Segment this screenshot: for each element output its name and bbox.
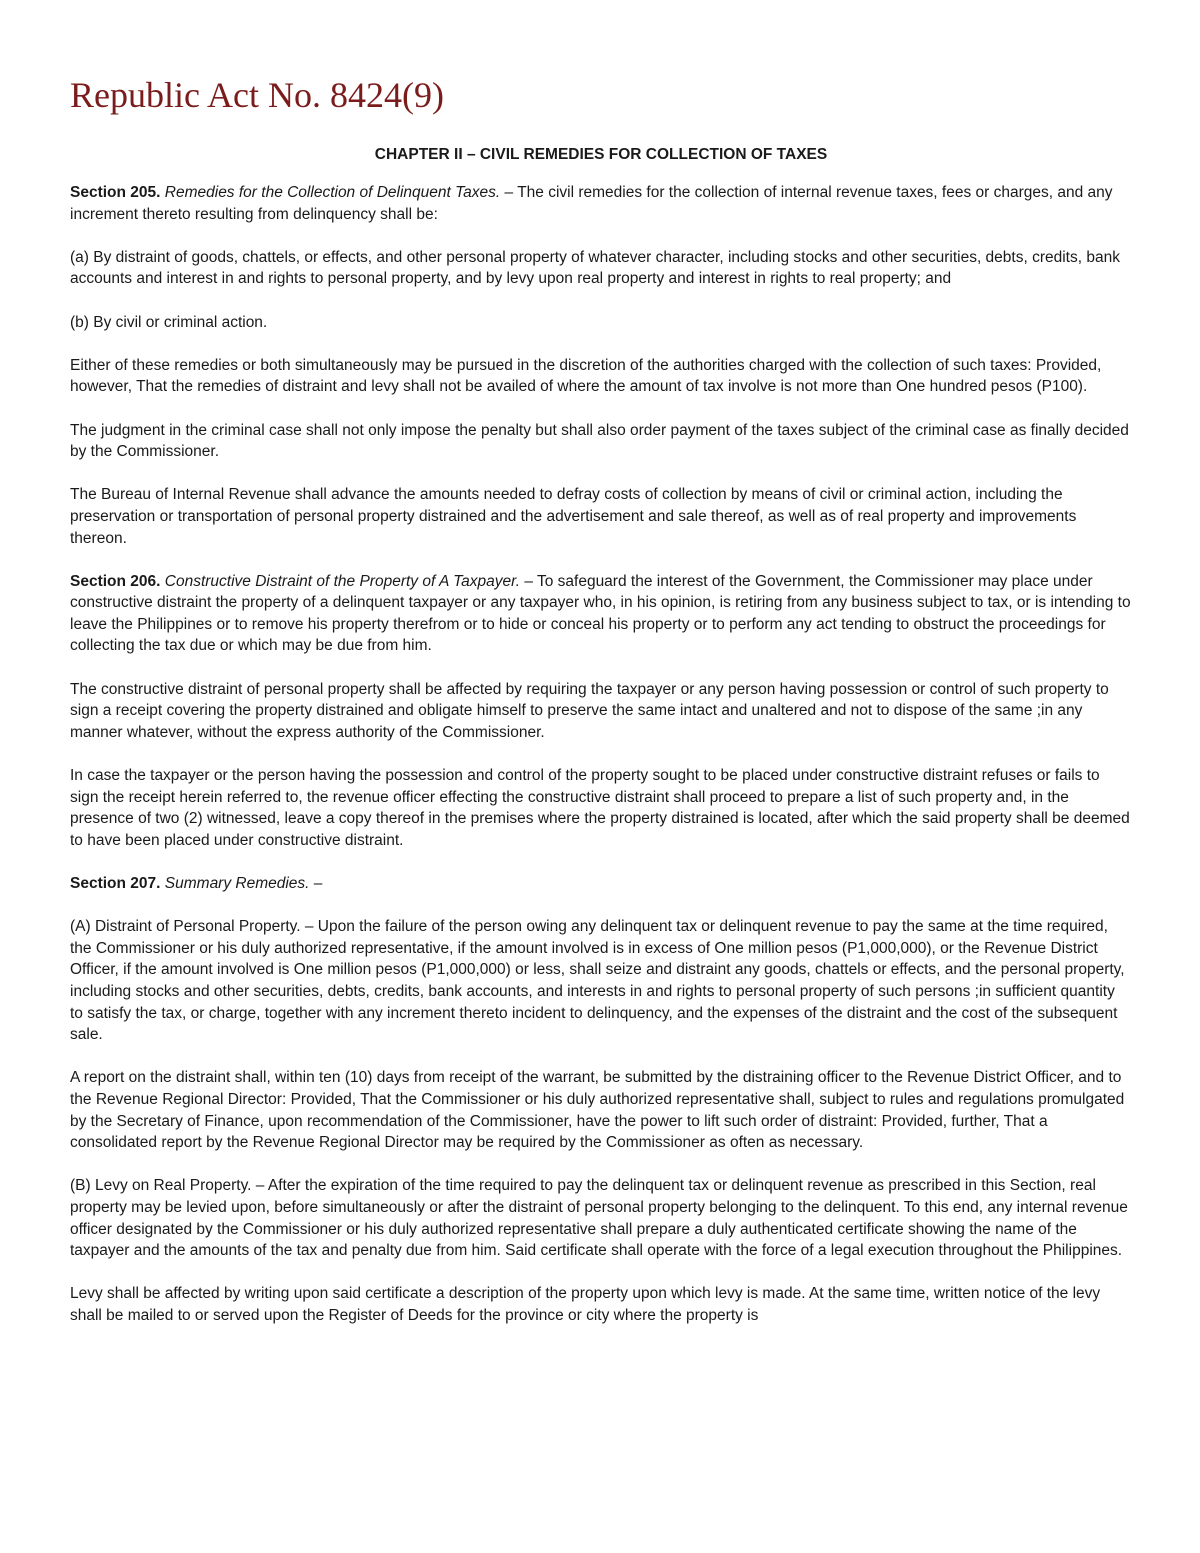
paragraph-text: (b) By civil or criminal action. [70, 313, 268, 331]
paragraph-text: The judgment in the criminal case shall not only impose the penalty but shall also order payment of the taxes subject of the criminal case as finally decided by the Commissioner. [70, 421, 1129, 461]
paragraph-text: (a) By distraint of goods, chattels, or effects, and other personal property of whatever character, including stocks and other securities, debts, credits, bank accounts and interest in and rights to personal property, and by levy upon real property and interest in rights to real property; and [70, 248, 1120, 288]
paragraph [70, 571, 1132, 657]
paragraph [70, 1067, 1132, 1153]
chapter-heading: CHAPTER II – CIVIL REMEDIES FOR COLLECTION OF TAXES [374, 146, 828, 163]
paragraph-text: – [309, 875, 323, 892]
section-number: Section 206. [70, 572, 161, 590]
document-body [70, 182, 1132, 1326]
paragraph [70, 420, 1132, 463]
document-title: Republic Act No. 8424(9) [70, 75, 444, 115]
paragraph [70, 873, 1132, 895]
section-title: Summary Remedies. [164, 875, 310, 892]
paragraph-text: – To safeguard the interest of the Government, the Commissioner may place under constructive distraint the property of a delinquent taxpayer or any taxpayer who, in his opinion, is retiring from any business subject to tax, or is intending to leave the Philippines or to remove his property therefrom or to hide or conceal his property or to perform any act tending to obstruct the proceedings for collecting the tax due or which may be due from him. [70, 572, 1131, 655]
section-number: Section 205. [70, 184, 161, 201]
paragraph-text: The constructive distraint of personal property shall be affected by requiring the taxpayer or any person having possession or control of such property to sign a receipt covering the property distrained and obligate himself to preserve the same intact and unaltered and not to dispose of the same ;in any manner whatever, without the express authority of the Commissioner. [70, 680, 1109, 741]
paragraph [70, 182, 1132, 225]
paragraph-text: Either of these remedies or both simultaneously may be pursued in the discretion of the authorities charged with the collection of such taxes: Provided, however, That the remedies of distraint and levy shall not be availed of where the amount of tax involve is not more than One hundred pesos (P100). [70, 356, 1102, 396]
paragraph [70, 679, 1132, 744]
paragraph-text: The Bureau of Internal Revenue shall advance the amounts needed to defray costs of collection by means of civil or criminal action, including the preservation or transportation of personal property distrained and the advertisement and sale thereof, as well as of real property and improvements thereon. [70, 486, 1077, 547]
paragraph-text: In case the taxpayer or the person having the possession and control of the property sought to be placed under constructive distraint refuses or fails to sign the receipt herein referred to, the revenue officer effecting the constructive distraint shall proceed to prepare a list of such property and, in the presence of two (2) witnessed, leave a copy thereof in the premises where the property distrained is located, after which the said property shall be deemed to have been placed under constructive distraint. [70, 767, 1130, 849]
paragraph-text: Levy shall be affected by writing upon said certificate a description of the property upon which levy is made. At the same time, written notice of the levy shall be mailed to or served upon the Register of Deeds for the province or city where the property is [70, 1285, 1101, 1324]
document-page [70, 72, 1132, 1348]
paragraph [70, 355, 1132, 398]
paragraph [70, 484, 1132, 549]
paragraph [70, 247, 1132, 290]
section-title: Remedies for the Collection of Delinquent Taxes. [164, 184, 501, 201]
paragraph [70, 916, 1132, 1046]
paragraph-text: A report on the distraint shall, within ten (10) days from receipt of the warrant, be submitted by the distraining officer to the Revenue District Officer, and to the Revenue Regional Director: Provided, That the Commissioner or his duly authorized representative shall, subject to rules and regulations promulgated by the Secretary of Finance, upon recommendation of the Commissioner, have the power to lift such order of distraint: Provided, further, That a consolidated report by the Revenue Regional Director may be required by the Commissioner as often as necessary. [70, 1069, 1125, 1152]
paragraph [70, 1175, 1132, 1261]
section-title: Constructive Distraint of the Property of A Taxpayer. [164, 572, 521, 590]
paragraph [70, 1283, 1132, 1326]
section-number: Section 207. [70, 875, 161, 892]
paragraph-text: (B) Levy on Real Property. – After the expiration of the time required to pay the delinquent tax or delinquent revenue as prescribed in this Section, real property may be levied upon, before simultaneously or after the distraint of personal property belonging to the delinquent. To this end, any internal revenue officer designated by the Commissioner or his duly authorized representative shall prepare a duly authenticated certificate showing the name of the taxpayer and the amounts of the tax and penalty due from him. Said certificate shall operate with the force of a legal execution throughout the Philippines. [70, 1177, 1128, 1260]
paragraph-text: (A) Distraint of Personal Property. – Upon the failure of the person owing any delinquent tax or delinquent revenue to pay the same at the time required, the Commissioner or his duly authorized representative, if the amount involved is in excess of One million pesos (P1,000,000), or the Revenue District Officer, if the amount involved is One million pesos (P1,000,000) or less, shall seize and distraint any goods, chattels or effects, and the personal property, including stocks and other securities, debts, credits, bank accounts, and interests in and rights to personal property of such persons ;in sufficient quantity to satisfy the tax, or charge, together with any increment thereto incident to delinquency, and the expenses of the distraint and the cost of the subsequent sale. [70, 918, 1125, 1044]
paragraph-text: – The civil remedies for the collection of internal revenue taxes, fees or charges, and any increment thereto resulting from delinquency shall be: [70, 184, 1113, 223]
paragraph [70, 765, 1132, 851]
paragraph [70, 312, 1132, 334]
